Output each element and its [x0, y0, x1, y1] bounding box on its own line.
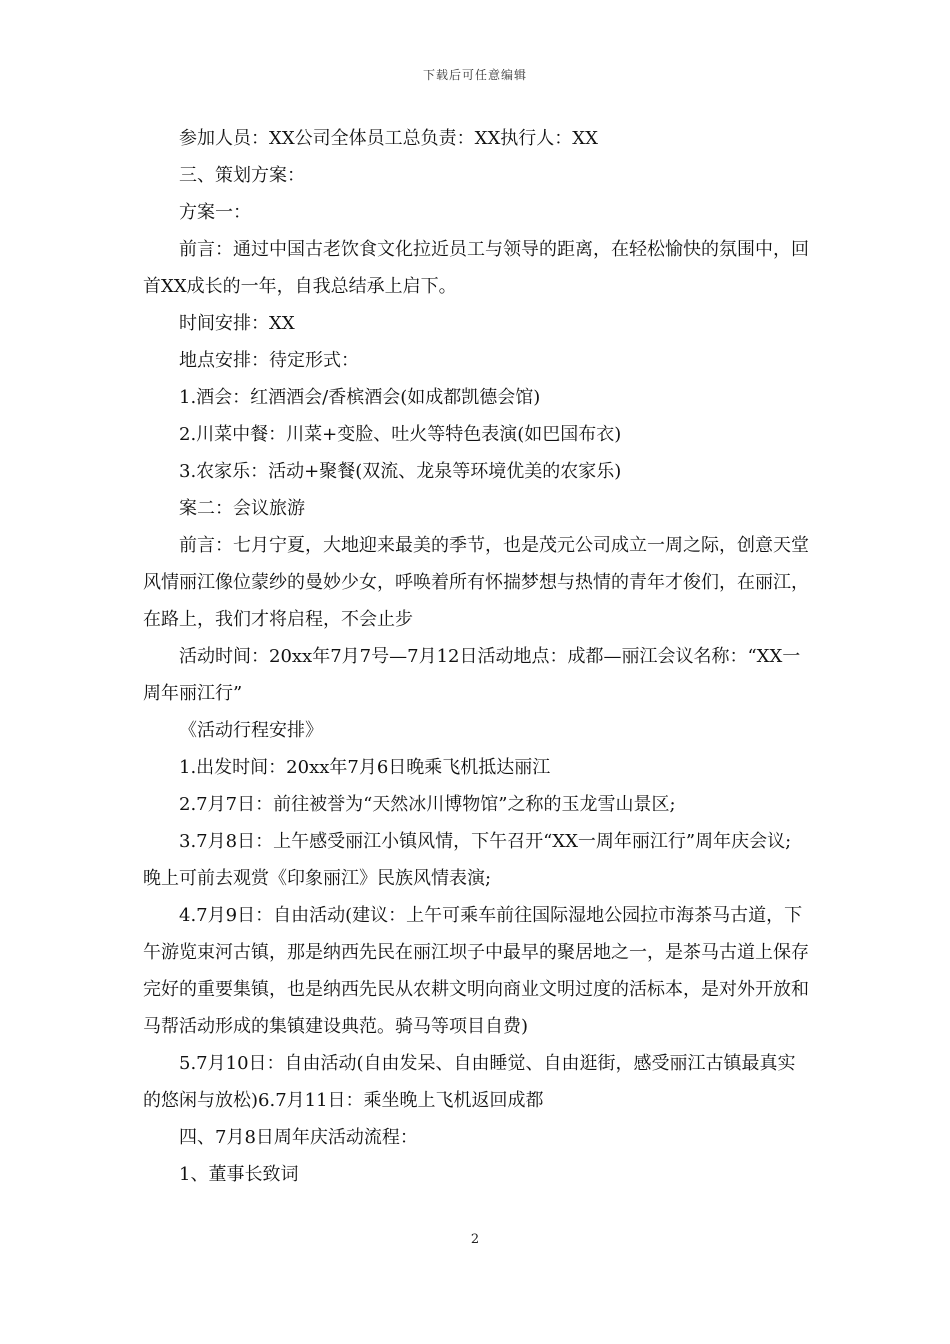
paragraph-preface-two: 前言：七月宁夏，大地迎来最美的季节，也是茂元公司成立一周之际，创意天堂风情丽江像位蒙纱的曼妙少女，呼唤着所有怀揣梦想与热情的青年才俊们，在丽江，在路上，我们才将启程，不会止步 [143, 535, 809, 630]
heading-scheme-two: 案二：会议旅游 [179, 498, 305, 519]
list-item-chairman-speech: 1、董事长致词 [179, 1164, 299, 1185]
heading-itinerary: 《活动行程安排》 [179, 720, 323, 741]
list-item-sichuan-dinner: 2.川菜中餐：川菜+变脸、吐火等特色表演(如巴国布衣) [179, 424, 622, 445]
paragraph-event-time-place: 活动时间：20xx年7月7号—7月12日活动地点：成都—丽江会议名称：“XX一周年丽江行” [143, 646, 801, 704]
paragraph-venue-arrangement: 地点安排：待定形式： [179, 350, 359, 371]
itinerary-july-7: 2.7月7日：前往被誉为“天然冰川博物馆”之称的玉龙雪山景区; [179, 794, 676, 815]
itinerary-july-10-11: 5.7月10日：自由活动(自由发呆、自由睡觉、自由逛街，感受丽江古镇最真实的悠闲与放松)6.7月11日：乘坐晚上飞机返回成都 [143, 1053, 796, 1111]
page-number: 2 [470, 1232, 480, 1247]
header-note: 下载后可任意编辑 [422, 68, 527, 82]
paragraph-time-arrangement: 时间安排：XX [179, 313, 295, 334]
document-body [143, 120, 809, 1193]
heading-scheme-one: 方案一： [179, 202, 251, 223]
list-item-farm-stay: 3.农家乐：活动+聚餐(双流、龙泉等环境优美的农家乐) [179, 461, 622, 482]
itinerary-july-9: 4.7月9日：自由活动(建议：上午可乘车前往国际湿地公园拉市海茶马古道，下午游览束河古镇，那是纳西先民在丽江坝子中最早的聚居地之一，是茶马古道上保存完好的重要集镇，也是纳西先民从农耕文明向商业文明过度的活标本，是对外开放和马帮活动形成的集镇建设典范。骑马等项目自费) [143, 905, 809, 1037]
heading-planning-scheme: 三、策划方案： [179, 165, 305, 186]
list-item-cocktail-party: 1.酒会：红酒酒会/香槟酒会(如成都凯德会馆) [179, 387, 541, 408]
paragraph-participants: 参加人员：XX公司全体员工总负责：XX执行人：XX [179, 128, 598, 149]
heading-anniversary-process: 四、7月8日周年庆活动流程： [179, 1127, 418, 1148]
paragraph-preface-one: 前言：通过中国古老饮食文化拉近员工与领导的距离，在轻松愉快的氛围中，回首XX成长的一年，自我总结承上启下。 [143, 239, 809, 297]
itinerary-july-8: 3.7月8日：上午感受丽江小镇风情，下午召开“XX一周年丽江行”周年庆会议;晚上可前去观赏《印象丽江》民族风情表演; [143, 831, 792, 889]
itinerary-departure: 1.出发时间：20xx年7月6日晚乘飞机抵达丽江 [179, 757, 551, 778]
